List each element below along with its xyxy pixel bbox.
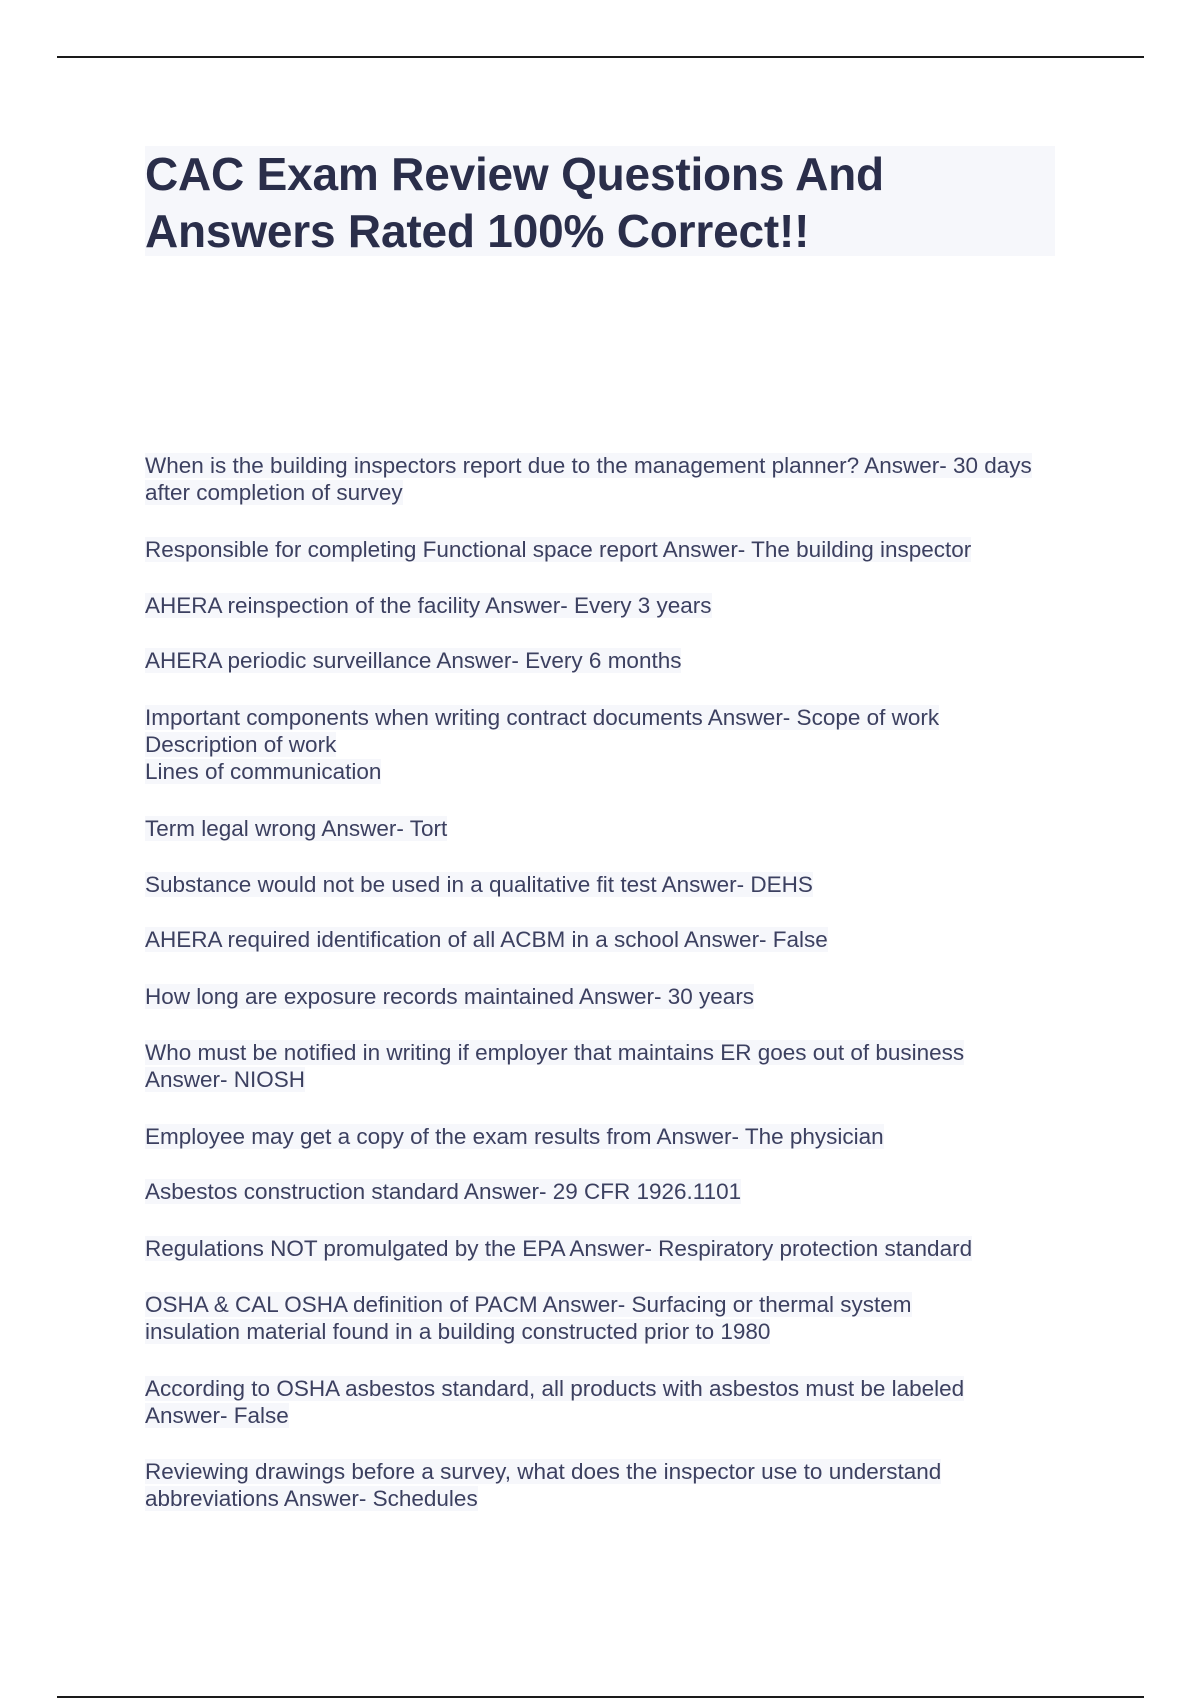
qa-item bbox=[145, 815, 1065, 842]
qa-item bbox=[145, 647, 1065, 674]
qa-text: Important components when writing contract documents Answer- Scope of work Description of work Lines of communication bbox=[145, 705, 940, 784]
qa-text: AHERA required identification of all ACBM in a school Answer- False bbox=[145, 927, 828, 952]
qa-text: When is the building inspectors report due to the management planner? Answer- 30 days after completion of survey bbox=[145, 453, 1032, 505]
document-title: CAC Exam Review Questions And Answers Rated 100% Correct!! bbox=[145, 148, 884, 257]
qa-item bbox=[145, 1235, 1065, 1262]
qa-item bbox=[145, 871, 1065, 898]
top-rule bbox=[57, 56, 1144, 58]
qa-text: Substance would not be used in a qualitative fit test Answer- DEHS bbox=[145, 872, 813, 897]
qa-text: AHERA reinspection of the facility Answer- Every 3 years bbox=[145, 593, 712, 618]
qa-text: Asbestos construction standard Answer- 29 CFR 1926.1101 bbox=[145, 1179, 742, 1204]
qa-text: Who must be notified in writing if employer that maintains ER goes out of business Answer- NIOSH bbox=[145, 1040, 965, 1092]
qa-item bbox=[145, 1458, 1065, 1512]
qa-text: OSHA & CAL OSHA definition of PACM Answer- Surfacing or thermal system insulation material found in a building constructed prior to 1980 bbox=[145, 1292, 912, 1344]
qa-text: Reviewing drawings before a survey, what does the inspector use to understand abbreviations Answer- Schedules bbox=[145, 1459, 942, 1511]
qa-text: AHERA periodic surveillance Answer- Every 6 months bbox=[145, 648, 682, 673]
qa-item bbox=[145, 452, 1065, 506]
qa-text: How long are exposure records maintained Answer- 30 years bbox=[145, 984, 755, 1009]
qa-item bbox=[145, 1039, 1065, 1093]
bottom-rule bbox=[57, 1696, 1144, 1698]
qa-list bbox=[145, 452, 1065, 1512]
qa-item bbox=[145, 592, 1065, 619]
qa-text: Term legal wrong Answer- Tort bbox=[145, 816, 448, 841]
qa-item bbox=[145, 926, 1065, 953]
qa-item bbox=[145, 1375, 1065, 1429]
qa-item bbox=[145, 1123, 1065, 1150]
qa-text: Responsible for completing Functional space report Answer- The building inspector bbox=[145, 537, 972, 562]
qa-text: Regulations NOT promulgated by the EPA Answer- Respiratory protection standard bbox=[145, 1236, 973, 1261]
qa-item bbox=[145, 1178, 1065, 1205]
qa-item bbox=[145, 704, 1065, 785]
qa-item bbox=[145, 536, 1065, 563]
title-block bbox=[145, 146, 1055, 256]
qa-item bbox=[145, 1291, 1065, 1345]
qa-text: Employee may get a copy of the exam results from Answer- The physician bbox=[145, 1124, 884, 1149]
qa-text: According to OSHA asbestos standard, all products with asbestos must be labeled Answer- False bbox=[145, 1376, 965, 1428]
qa-item bbox=[145, 983, 1065, 1010]
